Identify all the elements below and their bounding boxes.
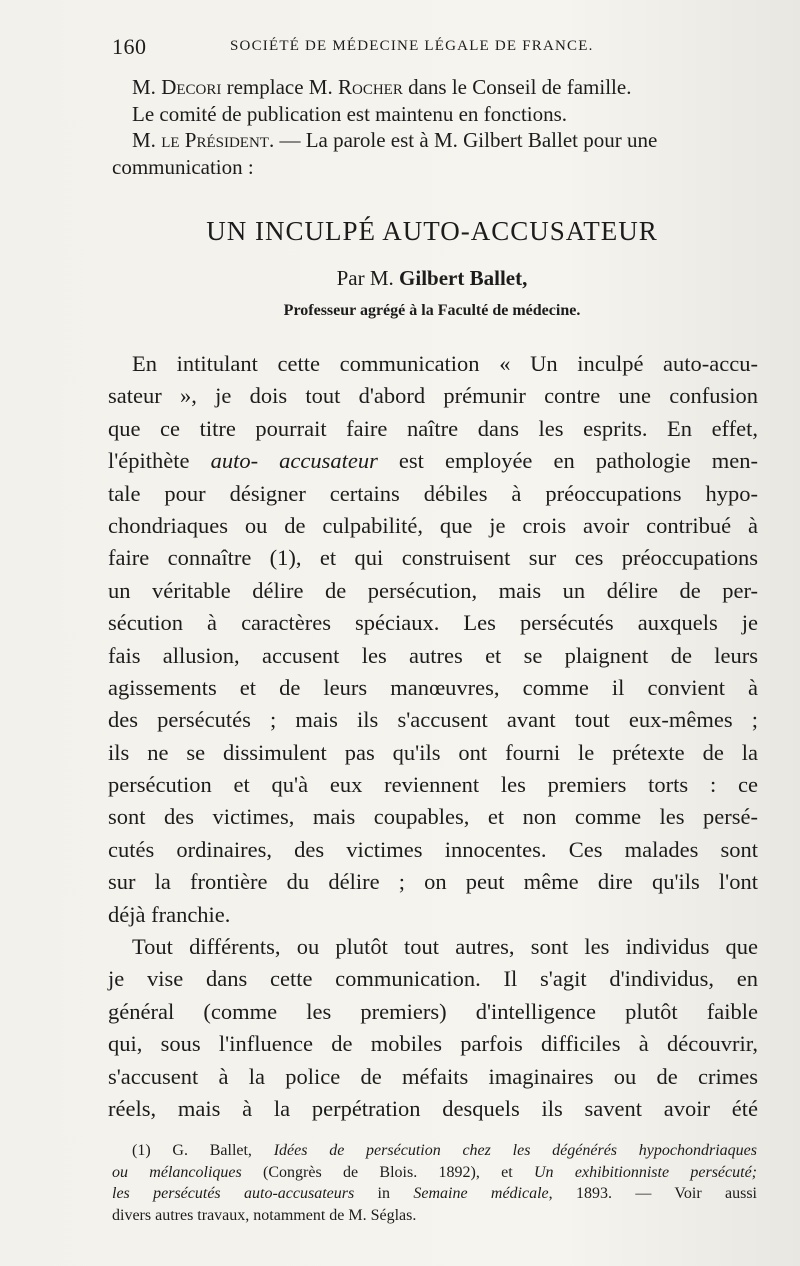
text-run: l'épithète bbox=[108, 448, 211, 474]
meeting-minutes bbox=[112, 74, 752, 180]
text-run: M. bbox=[132, 75, 162, 99]
text-line: déjà franchie. bbox=[108, 901, 231, 927]
text-line: agissements et de leurs manœuvres, comme il convient à bbox=[108, 674, 758, 700]
minutes-line bbox=[112, 127, 752, 154]
italic-title: Semaine médicale bbox=[413, 1185, 549, 1202]
paragraph-2 bbox=[108, 931, 758, 1125]
italic-title: Idées de persécution chez les dégénérés hypochondriaques bbox=[273, 1142, 757, 1159]
text-run: , 1893. — Voir aussi bbox=[548, 1185, 757, 1202]
member-name: Rocher bbox=[337, 75, 403, 99]
text-line: tale pour désigner certains débiles à préoccupations hypo- bbox=[108, 480, 758, 506]
text-line: que ce titre pourrait faire naître dans les esprits. En effet, bbox=[108, 415, 758, 441]
footnote-line bbox=[112, 1183, 757, 1205]
text-line: sont des victimes, mais coupables, et non comme les persé- bbox=[108, 804, 758, 830]
text-line: faire connaître (1), et qui construisent sur ces préoccupations bbox=[108, 545, 758, 571]
member-name: Decori bbox=[161, 75, 222, 99]
text-line: un véritable délire de persécution, mais un délire de per- bbox=[108, 577, 758, 603]
president-title: le Président bbox=[161, 128, 269, 152]
text-line: sateur », je dois tout d'abord prémunir contre une confusion bbox=[108, 383, 758, 409]
text-line: cutés ordinaires, des victimes innocentes. Ces malades sont bbox=[108, 836, 758, 862]
footnote-line bbox=[112, 1162, 757, 1184]
text-line: ils ne se dissimulent pas qu'ils ont fourni le prétexte de la bbox=[108, 739, 758, 765]
article-body bbox=[108, 348, 758, 1125]
running-head bbox=[112, 34, 752, 64]
footnote-line: divers autres travaux, notamment de M. Séglas. bbox=[112, 1206, 417, 1224]
footnote-line bbox=[112, 1140, 757, 1162]
text-run: (1) G. Ballet, bbox=[132, 1142, 274, 1159]
article-title: UN INCULPÉ AUTO-ACCUSATEUR bbox=[206, 216, 658, 246]
minutes-line: Le comité de publication est maintenu en fonctions. bbox=[132, 101, 568, 126]
text-run: (Congrès de Blois. 1892), et bbox=[241, 1163, 534, 1181]
text-run: . — La parole est à M. Gilbert Ballet pour une bbox=[268, 128, 658, 152]
text-run: dans le Conseil de famille. bbox=[402, 75, 632, 99]
text-line: général (comme les premiers) d'intelligence plutôt faible bbox=[108, 998, 758, 1024]
text-line: qui, sous l'influence de mobiles parfois difficiles à découvrir, bbox=[108, 1031, 758, 1057]
text-run: M. bbox=[132, 128, 162, 152]
text-line: sur la frontière du délire ; on peut même dire qu'ils l'ont bbox=[108, 869, 758, 895]
italic-term: auto- accusateur bbox=[210, 448, 378, 474]
running-title: SOCIÉTÉ DE MÉDECINE LÉGALE DE FRANCE. bbox=[230, 38, 594, 54]
paragraph-1 bbox=[108, 348, 758, 931]
text-line: s'accusent à la police de méfaits imaginaires ou de crimes bbox=[108, 1063, 758, 1089]
italic-title: les persécutés auto-accusateurs bbox=[112, 1185, 355, 1202]
text-line: des persécutés ; mais ils s'accusent avant tout eux-mêmes ; bbox=[108, 707, 758, 733]
text-line: sécution à caractères spéciaux. Les persécutés auxquels je bbox=[108, 610, 758, 636]
text-run: remplace M. bbox=[221, 75, 338, 99]
text-line: je vise dans cette communication. Il s'agit d'individus, en bbox=[108, 966, 758, 992]
text-run: est employée en pathologie men- bbox=[377, 448, 759, 474]
text-line: fais allusion, accusent les autres et se plaignent de leurs bbox=[108, 642, 758, 668]
text-line: réels, mais à la perpétration desquels ils savent avoir été bbox=[108, 1095, 758, 1121]
text-run: in bbox=[354, 1185, 414, 1202]
italic-title: Un exhibitionniste persécuté; bbox=[534, 1163, 758, 1181]
minutes-line: communication : bbox=[112, 154, 254, 179]
text-line: Tout différents, ou plutôt tout autres, sont les individus que bbox=[132, 934, 758, 960]
byline-prefix: Par M. bbox=[336, 266, 400, 290]
text-line: chondriaques ou de culpabilité, que je crois avoir contribué à bbox=[108, 512, 758, 538]
byline bbox=[112, 266, 752, 291]
text-line: persécution et qu'à eux reviennent les premiers torts : ce bbox=[108, 772, 758, 798]
page-number: 160 bbox=[112, 34, 147, 59]
text-line: En intitulant cette communication « Un inculpé auto-accu- bbox=[132, 351, 758, 376]
minutes-line bbox=[112, 74, 752, 101]
footnote bbox=[112, 1140, 757, 1226]
author-affiliation: Professeur agrégé à la Faculté de médecine. bbox=[283, 302, 581, 319]
italic-title: ou mélancoliques bbox=[112, 1163, 242, 1181]
text-line bbox=[108, 445, 758, 477]
author-name: Gilbert Ballet, bbox=[399, 266, 528, 290]
